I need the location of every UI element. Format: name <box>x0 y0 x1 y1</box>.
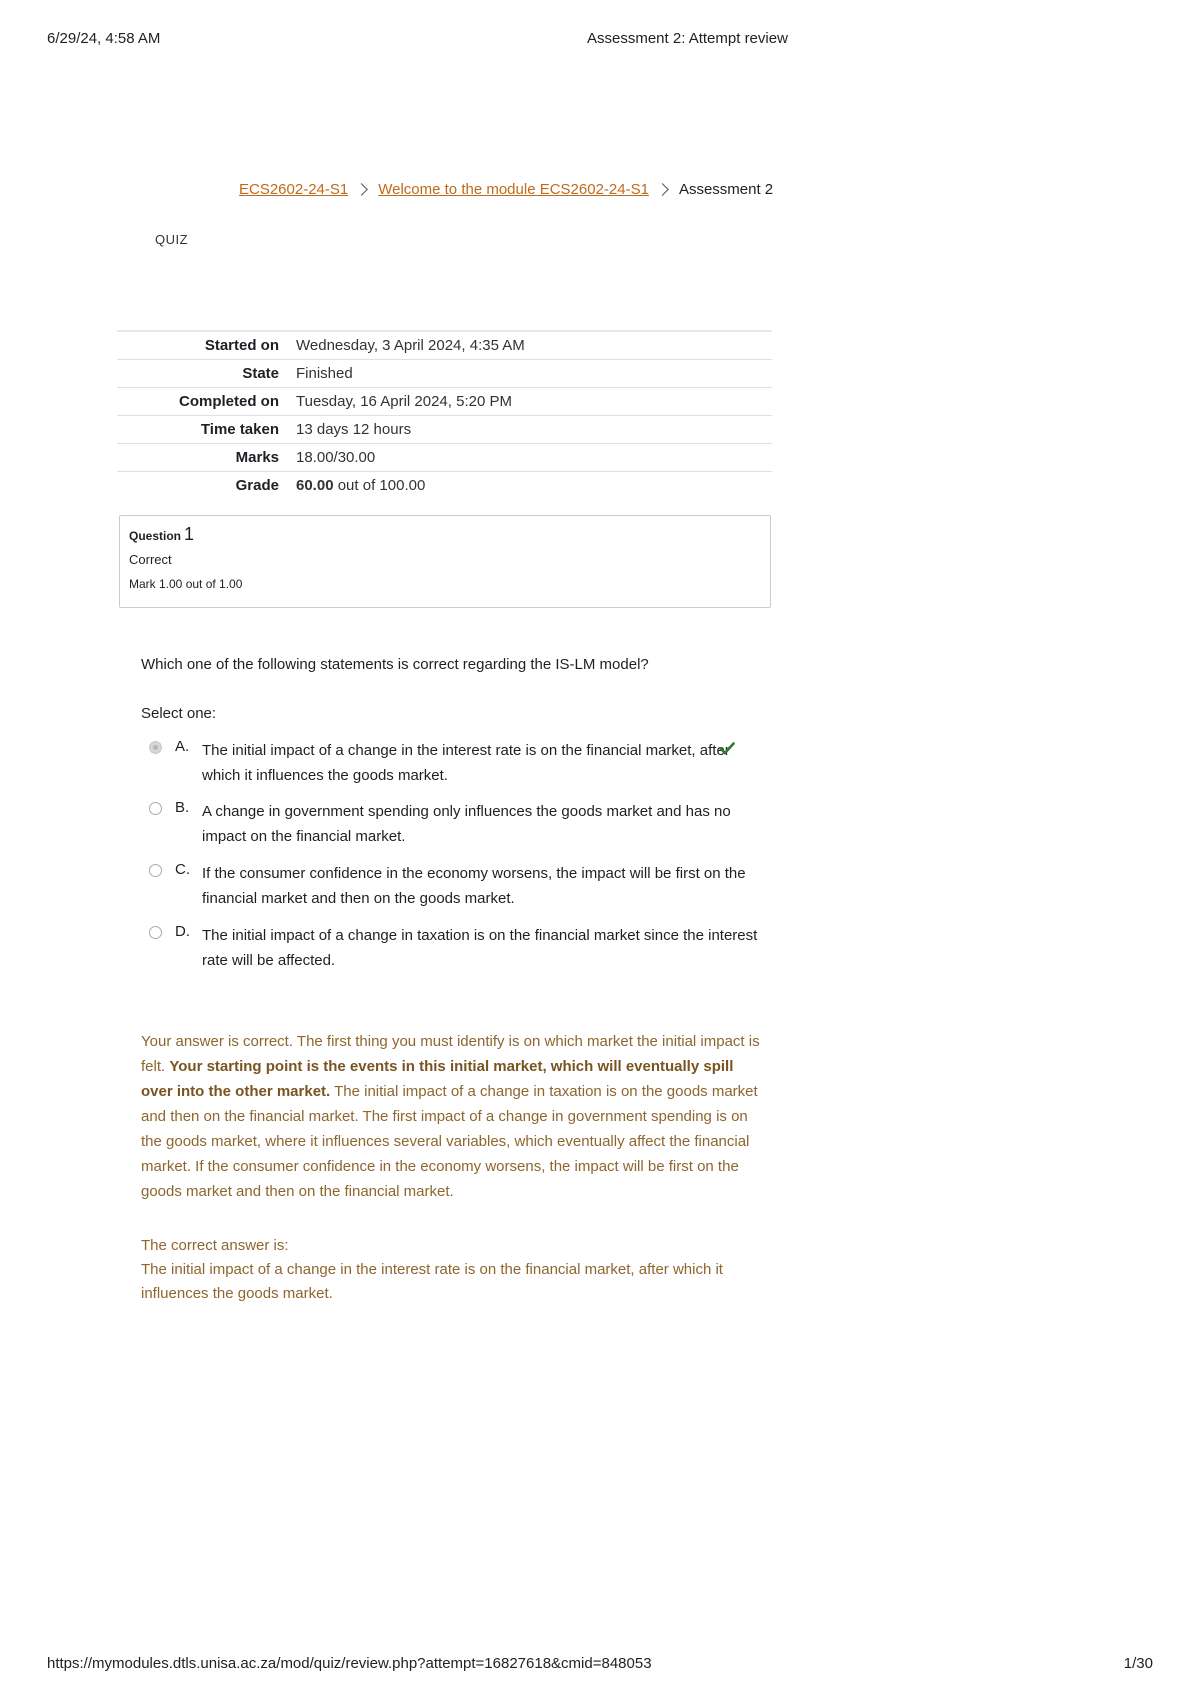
summary-label: Completed on <box>179 393 279 410</box>
summary-value <box>291 472 772 500</box>
summary-row <box>117 388 772 416</box>
print-title: Assessment 2: Attempt review <box>587 30 788 47</box>
general-feedback <box>141 1029 761 1204</box>
correct-answer-text: The initial impact of a change in the interest rate is on the financial market, after which it influences the goods market. <box>141 1261 723 1302</box>
radio-button[interactable] <box>149 741 162 754</box>
answer-letter: C. <box>175 861 190 878</box>
print-header <box>47 30 1153 52</box>
check-icon <box>719 740 735 756</box>
question-label: Question <box>129 529 182 543</box>
summary-label: Grade <box>235 477 279 494</box>
radio-button[interactable] <box>149 864 162 877</box>
feedback-text: The initial impact of a change in taxation is on the goods market and then on the financial market. The first impact of a change in government spending is on the goods market, where it influences several variables, which eventually affect the financial market. If the consumer confidence in the economy worsens, the impact will be first on the goods market and then on the financial market. <box>141 1083 758 1200</box>
grade-value: 60.00 <box>296 477 334 494</box>
breadcrumb-module-link[interactable]: Welcome to the module ECS2602-24-S1 <box>378 181 649 198</box>
breadcrumb-course-link[interactable]: ECS2602-24-S1 <box>239 181 349 198</box>
breadcrumb-current: Assessment 2 <box>678 181 774 198</box>
select-one-prompt: Select one: <box>141 705 217 722</box>
correct-answer <box>141 1234 761 1306</box>
summary-value: 18.00/30.00 <box>296 449 376 466</box>
summary-row <box>117 444 772 472</box>
breadcrumb <box>239 181 773 198</box>
summary-label: Time taken <box>200 421 279 438</box>
question-info <box>119 515 771 608</box>
answer-letter: B. <box>175 799 190 816</box>
answer-text: The initial impact of a change in the interest rate is on the financial market, after which it influences the goods market. <box>202 742 730 784</box>
question-number <box>129 524 761 545</box>
answer-text: A change in government spending only influences the goods market and has no impact on the financial market. <box>202 803 731 845</box>
radio-button[interactable] <box>149 802 162 815</box>
summary-row <box>117 472 772 500</box>
answer-letter: D. <box>175 923 190 940</box>
radio-button[interactable] <box>149 926 162 939</box>
question-text: Which one of the following statements is correct regarding the IS-LM model? <box>141 656 649 673</box>
question-state: Correct <box>129 552 172 567</box>
answer-letter: A. <box>175 738 190 755</box>
summary-value: 13 days 12 hours <box>296 421 412 438</box>
activity-type-label: QUIZ <box>155 232 189 247</box>
correct-answer-label: The correct answer is: <box>141 1237 289 1254</box>
summary-label: State <box>242 365 279 382</box>
summary-row <box>117 331 772 360</box>
feedback-bold-text: Your starting point is the events in this initial market, which will eventually spill over into the other market. <box>141 1058 734 1100</box>
answer-text: The initial impact of a change in taxation is on the financial market since the interest rate will be affected. <box>202 927 758 969</box>
summary-value: Wednesday, 3 April 2024, 4:35 AM <box>296 337 525 354</box>
summary-value: Tuesday, 16 April 2024, 5:20 PM <box>296 393 512 410</box>
page-number: 1/30 <box>1123 1655 1153 1672</box>
summary-row <box>117 416 772 444</box>
summary-label: Started on <box>204 337 279 354</box>
summary-row <box>117 360 772 388</box>
feedback-text: Your answer is correct. The first thing you must identify is on which market the initial impact is felt. <box>141 1033 760 1075</box>
chevron-right-icon <box>656 183 669 196</box>
print-date: 6/29/24, 4:58 AM <box>47 30 161 47</box>
summary-label: Marks <box>235 449 279 466</box>
question-number-value: 1 <box>184 524 195 544</box>
question-grade: Mark 1.00 out of 1.00 <box>129 577 243 591</box>
chevron-right-icon <box>355 183 368 196</box>
print-url: https://mymodules.dtls.unisa.ac.za/mod/quiz/review.php?attempt=16827618&cmid=848053 <box>47 1655 652 1672</box>
attempt-summary-table <box>117 330 772 499</box>
grade-out-of: out of 100.00 <box>337 477 426 494</box>
answer-text: If the consumer confidence in the economy worsens, the impact will be first on the financial market and then on the goods market. <box>202 865 746 907</box>
summary-value: Finished <box>296 365 353 382</box>
